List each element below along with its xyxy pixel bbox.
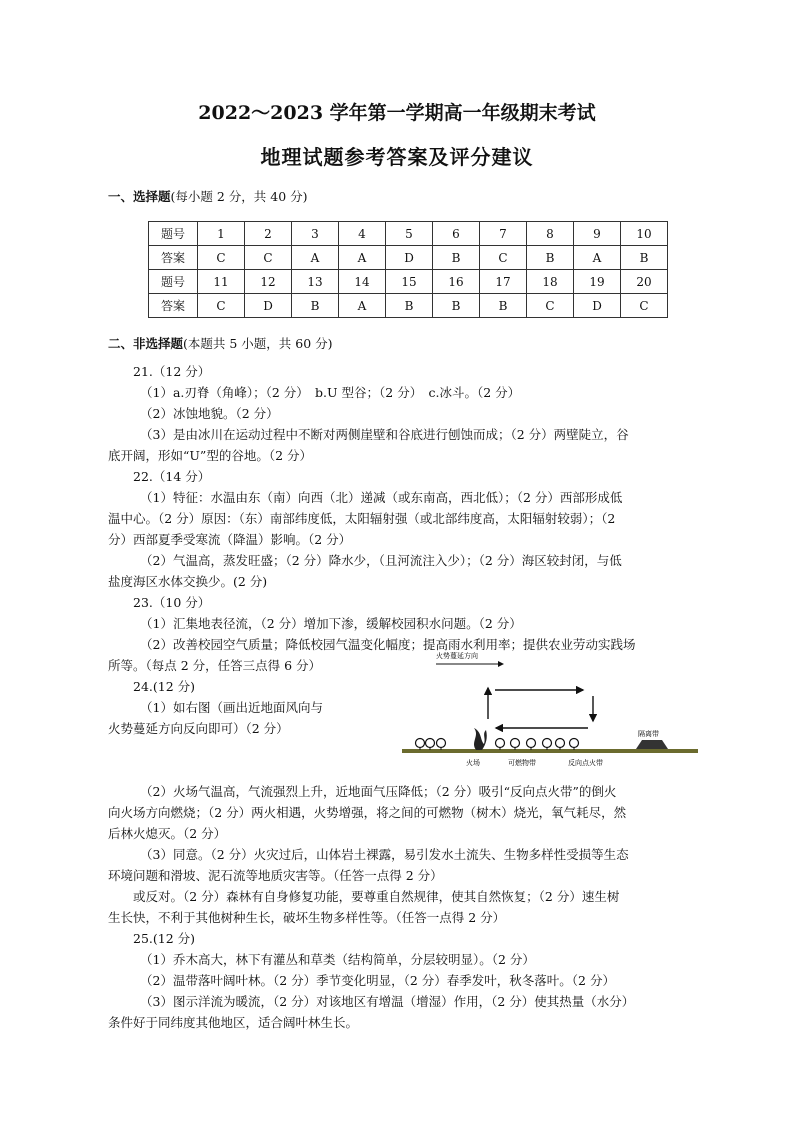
table-cell: D bbox=[386, 246, 433, 270]
tree-icon bbox=[570, 739, 579, 751]
backfire-label: 反向点火带 bbox=[568, 759, 603, 767]
table-row bbox=[149, 270, 668, 294]
answer-line: （2）冰蚀地貌。（2 分） bbox=[140, 406, 279, 421]
fire-direction-label: 火势蔓延方向 bbox=[436, 652, 478, 660]
wildfire-diagram bbox=[400, 644, 700, 774]
firebreak-shape bbox=[636, 740, 668, 749]
table-cell: 2 bbox=[245, 222, 292, 246]
table-cell: 17 bbox=[480, 270, 527, 294]
table-cell: B bbox=[292, 294, 339, 318]
table-cell: 20 bbox=[621, 270, 668, 294]
table-cell: 3 bbox=[292, 222, 339, 246]
answer-line: 火势蔓延方向反向即可）（2 分） bbox=[108, 721, 289, 736]
table-cell: 1 bbox=[198, 222, 245, 246]
q21-header: 21.（12 分） bbox=[133, 364, 211, 379]
table-cell: B bbox=[433, 294, 480, 318]
table-cell: 18 bbox=[527, 270, 574, 294]
table-cell: C bbox=[198, 294, 245, 318]
answer-line: 后林火熄灭。（2 分） bbox=[108, 826, 227, 841]
answer-line: （3）是由冰川在运动过程中不断对两侧崖壁和谷底进行刨蚀而成；（2 分）两壁陡立，谷 bbox=[140, 427, 629, 442]
table-cell: D bbox=[245, 294, 292, 318]
answer-line: 向火场方向燃烧；（2 分）两火相遇，火势增强，将之间的可燃物（树木）烧光，氧气耗尽，然 bbox=[108, 805, 627, 820]
fuel-label: 可燃物带 bbox=[508, 759, 536, 767]
table-cell: 9 bbox=[574, 222, 621, 246]
table-cell: B bbox=[386, 294, 433, 318]
answer-line: 底开阔，形如“U”型的谷地。（2 分） bbox=[108, 448, 312, 463]
answer-table bbox=[148, 221, 668, 318]
table-cell: B bbox=[527, 246, 574, 270]
exam-title: 2022～2023 学年第一学期高一年级期末考试 bbox=[198, 102, 596, 124]
answer-line: （2）气温高，蒸发旺盛；（2 分）降水少，（且河流注入少）；（2 分）海区较封闭，与低 bbox=[140, 553, 622, 568]
answer-line: 或反对。（2 分）森林有自身修复功能，要尊重自然规律，使其自然恢复；（2 分）速生树 bbox=[133, 889, 620, 904]
section-note: (本题共 5 小题，共 60 分) bbox=[183, 336, 333, 351]
section-note: (每小题 2 分，共 40 分) bbox=[170, 189, 308, 204]
table-cell: B bbox=[480, 294, 527, 318]
table-cell: A bbox=[339, 294, 386, 318]
answer-key-title: 地理试题参考答案及评分建议 bbox=[260, 145, 534, 169]
answer-line: （2）火场气温高，气流强烈上升，近地面气压降低；（2 分）吸引“反向点火带”的倒火 bbox=[140, 784, 617, 799]
table-row bbox=[149, 222, 668, 246]
table-cell: 10 bbox=[621, 222, 668, 246]
answer-line: 环境问题和滑坡、泥石流等地质灾害等。（任答一点得 2 分） bbox=[108, 868, 443, 883]
answer-line: 生长快，不利于其他树种生长，破坏生物多样性等。（任答一点得 2 分） bbox=[108, 910, 506, 925]
tree-icon bbox=[527, 739, 536, 751]
answer-line: （3）图示洋流为暖流，（2 分）对该地区有增温（增湿）作用，（2 分）使其热量（水分） bbox=[140, 994, 635, 1009]
table-cell: 8 bbox=[527, 222, 574, 246]
table-cell: 5 bbox=[386, 222, 433, 246]
ground-line bbox=[402, 749, 698, 753]
answer-line: 条件好于同纬度其他地区，适合阔叶林生长。 bbox=[108, 1015, 359, 1030]
q24-header: 24.(12 分) bbox=[133, 679, 196, 694]
answer-line: 盐度海区水体交换少。(2 分) bbox=[108, 574, 268, 589]
table-cell: 14 bbox=[339, 270, 386, 294]
answer-line: （3）同意。（2 分）火灾过后，山体岩土裸露，易引发水土流失、生物多样性受损等生态 bbox=[140, 847, 629, 862]
tree-icon bbox=[426, 739, 435, 751]
answer-line: （1）汇集地表径流，（2 分）增加下渗，缓解校园积水问题。（2 分） bbox=[140, 616, 522, 631]
table-cell: A bbox=[574, 246, 621, 270]
tree-icon bbox=[543, 739, 552, 751]
section-choice-heading bbox=[108, 187, 308, 205]
answer-line: 分）西部夏季受寒流（降温）影响。（2 分） bbox=[108, 532, 352, 547]
table-cell: 答案 bbox=[149, 294, 198, 318]
tree-icon bbox=[416, 739, 425, 751]
answer-line: （1）特征：水温由东（南）向西（北）递减（或东南高，西北低）；（2 分）西部形成低 bbox=[140, 490, 623, 505]
table-cell: C bbox=[621, 294, 668, 318]
table-row bbox=[149, 246, 668, 270]
answer-line: （1）乔木高大，林下有灌丛和草类（结构简单，分层较明显）。（2 分） bbox=[140, 952, 535, 967]
table-cell: C bbox=[198, 246, 245, 270]
table-cell: 题号 bbox=[149, 222, 198, 246]
table-cell: B bbox=[433, 246, 480, 270]
table-row bbox=[149, 294, 668, 318]
answer-line: （1）a.刃脊（角峰）；（2 分） b.U 型谷；（2 分） c.冰斗。（2 分） bbox=[140, 385, 521, 400]
answer-line: （2）改善校园空气质量；降低校园气温变化幅度；提高雨水利用率；提供农业劳动实践场 bbox=[140, 637, 636, 652]
table-cell: D bbox=[574, 294, 621, 318]
q22-header: 22.（14 分） bbox=[133, 469, 211, 484]
table-cell: C bbox=[527, 294, 574, 318]
answer-line: 所等。（每点 2 分，任答三点得 6 分） bbox=[108, 658, 322, 673]
table-cell: A bbox=[292, 246, 339, 270]
q25-header: 25.(12 分) bbox=[133, 931, 196, 946]
answer-line: （2）温带落叶阔叶林。（2 分）季节变化明显，（2 分）春季发叶，秋冬落叶。（2 分） bbox=[140, 973, 615, 988]
table-cell: C bbox=[245, 246, 292, 270]
table-cell: 题号 bbox=[149, 270, 198, 294]
table-cell: 4 bbox=[339, 222, 386, 246]
table-cell: 15 bbox=[386, 270, 433, 294]
table-cell: 12 bbox=[245, 270, 292, 294]
table-cell: 16 bbox=[433, 270, 480, 294]
table-cell: 19 bbox=[574, 270, 621, 294]
section-label: 二、非选择题 bbox=[108, 336, 184, 351]
fire-label: 火场 bbox=[466, 759, 480, 767]
section-nonchoice-heading bbox=[108, 334, 333, 352]
tree-icon bbox=[556, 739, 565, 751]
table-cell: 答案 bbox=[149, 246, 198, 270]
answer-line: 温中心。（2 分）原因：（东）南部纬度低，太阳辐射强（或北部纬度高，太阳辐射较弱）；（2 bbox=[108, 511, 616, 526]
section-label: 一、选择题 bbox=[108, 189, 171, 204]
table-cell: 11 bbox=[198, 270, 245, 294]
tree-icon bbox=[511, 739, 520, 751]
table-cell: 13 bbox=[292, 270, 339, 294]
q23-header: 23.（10 分） bbox=[133, 595, 211, 610]
table-cell: 6 bbox=[433, 222, 480, 246]
tree-icon bbox=[437, 739, 446, 751]
table-cell: C bbox=[480, 246, 527, 270]
table-cell: 7 bbox=[480, 222, 527, 246]
flame-icon bbox=[474, 728, 487, 750]
table-cell: B bbox=[621, 246, 668, 270]
table-cell: A bbox=[339, 246, 386, 270]
firebreak-label: 隔离带 bbox=[638, 730, 659, 738]
answer-line: （1）如右图（画出近地面风向与 bbox=[140, 700, 323, 715]
tree-icon bbox=[496, 739, 505, 751]
